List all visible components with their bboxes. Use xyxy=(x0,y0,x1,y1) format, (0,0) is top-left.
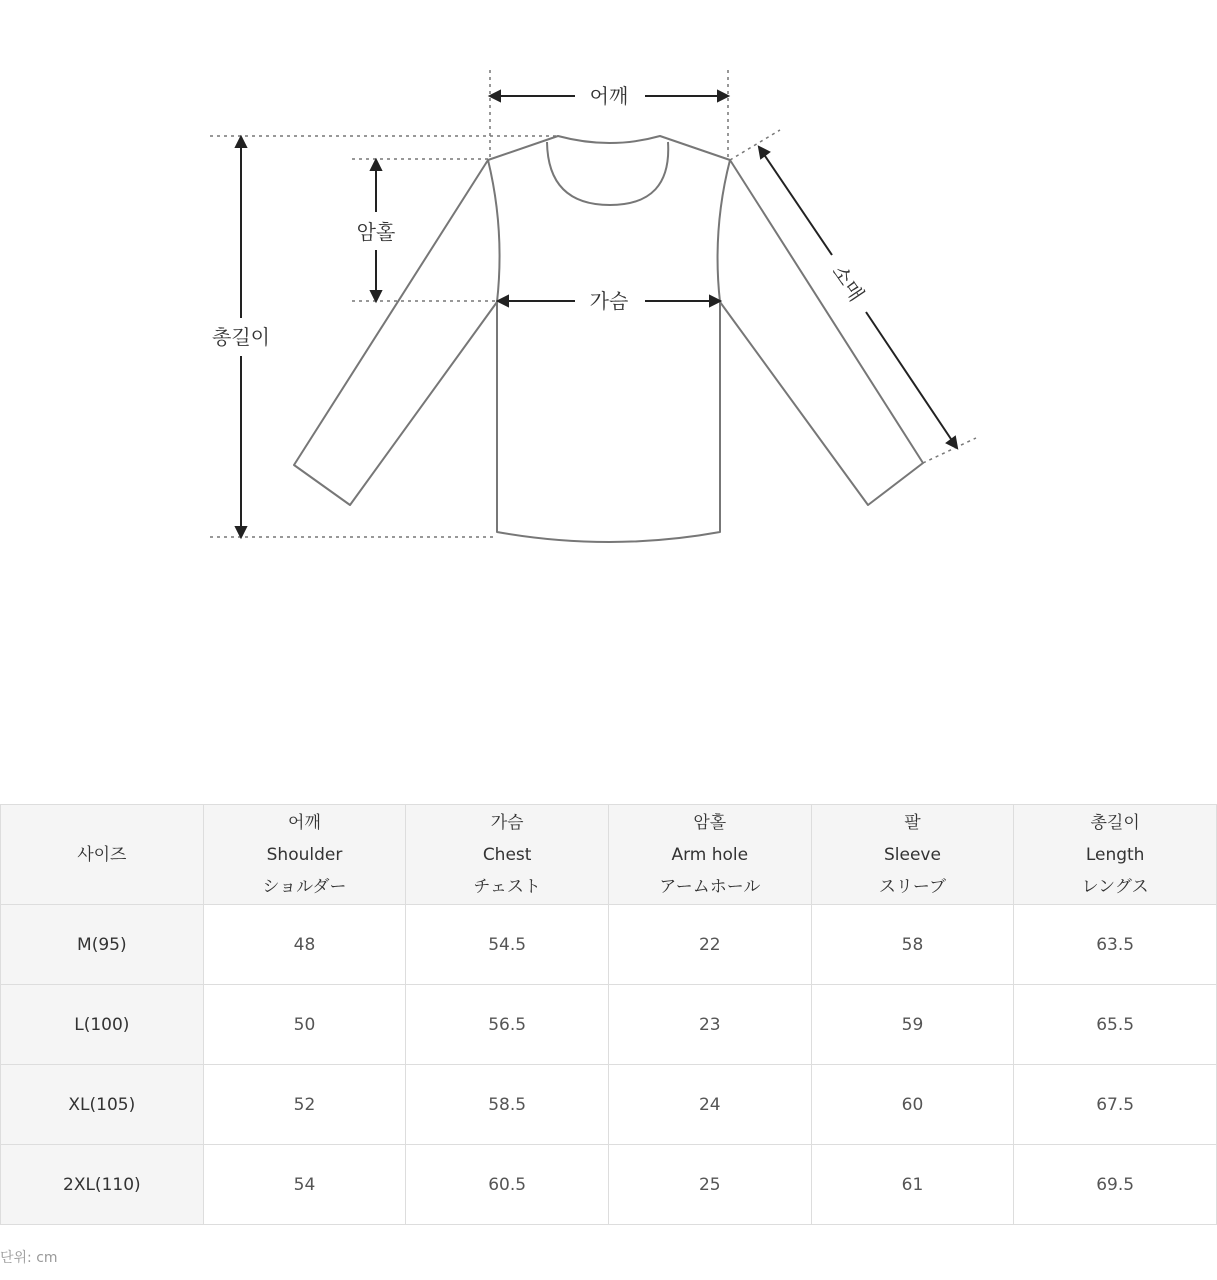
table-cell: 58 xyxy=(811,905,1014,985)
table-cell: 60.5 xyxy=(406,1145,609,1225)
header-sleeve xyxy=(811,805,1014,905)
header-line: ショルダー xyxy=(262,876,347,897)
size-table xyxy=(0,804,1217,1225)
table-cell: 65.5 xyxy=(1014,985,1217,1065)
table-cell: 54.5 xyxy=(406,905,609,985)
label-chest: 가슴 xyxy=(589,289,629,313)
header-line: 총길이 xyxy=(1090,812,1140,833)
table-cell: 22 xyxy=(608,905,811,985)
header-shoulder xyxy=(203,805,406,905)
table-row xyxy=(1,1065,1217,1145)
shirt-measurement-diagram xyxy=(0,0,1217,600)
header-line: 가슴 xyxy=(490,812,524,833)
label-length: 총길이 xyxy=(212,325,270,349)
size-cell: L(100) xyxy=(1,985,204,1065)
header-line: 사이즈 xyxy=(77,844,127,865)
label-sleeve: 소매 xyxy=(827,260,869,306)
table-cell: 24 xyxy=(608,1065,811,1145)
header-line: Sleeve xyxy=(883,844,941,865)
table-row xyxy=(1,905,1217,985)
size-cell: M(95) xyxy=(1,905,204,985)
header-line: Chest xyxy=(482,844,532,865)
table-cell: 61 xyxy=(811,1145,1014,1225)
header-line: レングス xyxy=(1081,876,1149,897)
header-line: チェスト xyxy=(473,876,541,897)
header-armhole xyxy=(608,805,811,905)
shirt-outline xyxy=(294,136,923,542)
header-line: Arm hole xyxy=(671,844,749,865)
table-cell: 48 xyxy=(203,905,406,985)
header-line: 팔 xyxy=(904,812,921,833)
header-line: 어깨 xyxy=(288,812,321,833)
label-armhole: 암홀 xyxy=(356,220,396,244)
header-size xyxy=(1,805,204,905)
table-cell: 23 xyxy=(608,985,811,1065)
unit-note: 단위: cm xyxy=(0,1250,58,1266)
table-cell: 60 xyxy=(811,1065,1014,1145)
header-length xyxy=(1014,805,1217,905)
measurement-arrows xyxy=(236,91,957,537)
label-shoulder: 어깨 xyxy=(589,84,629,108)
table-cell: 56.5 xyxy=(406,985,609,1065)
header-line: 암홀 xyxy=(693,812,727,833)
table-cell: 52 xyxy=(203,1065,406,1145)
table-cell: 63.5 xyxy=(1014,905,1217,985)
header-line: アームホール xyxy=(659,876,761,897)
table-cell: 50 xyxy=(203,985,406,1065)
header-chest xyxy=(406,805,609,905)
table-header-row xyxy=(1,805,1217,905)
size-cell: 2XL(110) xyxy=(1,1145,204,1225)
table-cell: 69.5 xyxy=(1014,1145,1217,1225)
table-cell: 67.5 xyxy=(1014,1065,1217,1145)
header-line: Length xyxy=(1085,844,1145,865)
size-cell: XL(105) xyxy=(1,1065,204,1145)
table-cell: 25 xyxy=(608,1145,811,1225)
table-row xyxy=(1,1145,1217,1225)
table-row xyxy=(1,985,1217,1065)
header-line: スリーブ xyxy=(878,876,947,897)
table-cell: 58.5 xyxy=(406,1065,609,1145)
header-line: Shoulder xyxy=(266,844,343,865)
table-cell: 59 xyxy=(811,985,1014,1065)
table-cell: 54 xyxy=(203,1145,406,1225)
